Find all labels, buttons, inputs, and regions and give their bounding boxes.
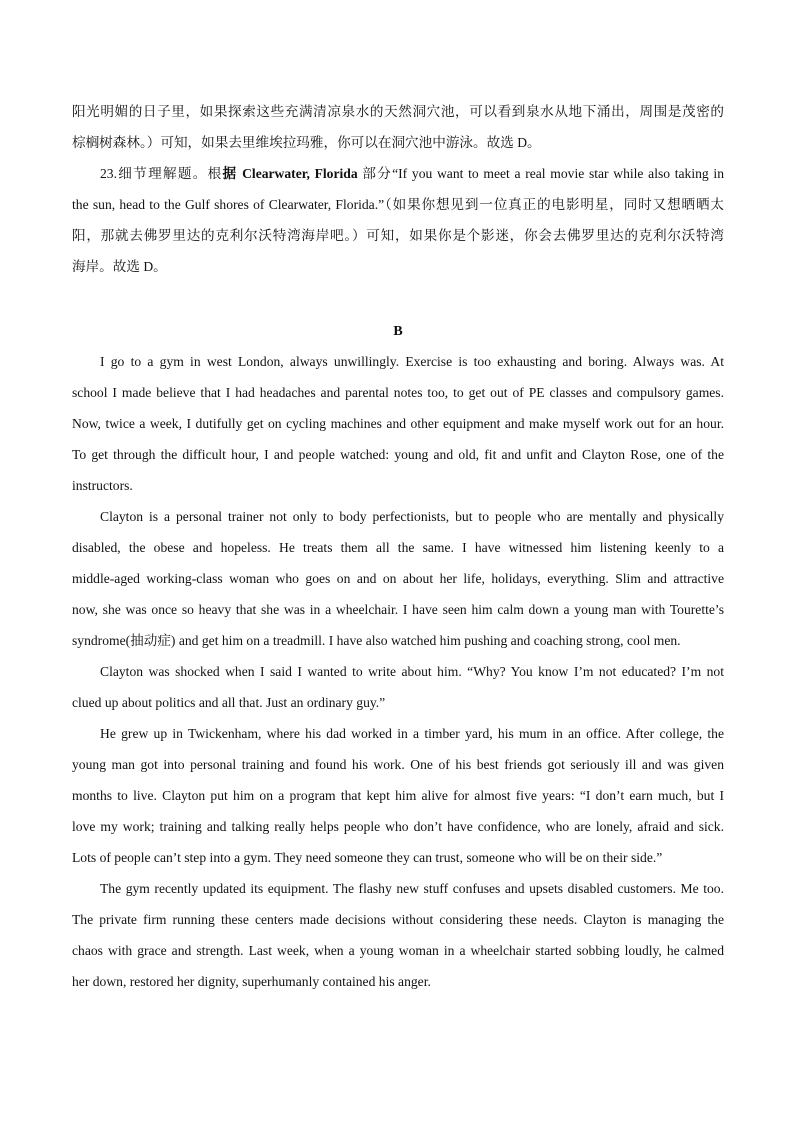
text-line: 棕榈树森林。）可知，如果去里维埃拉玛雅，你可以在洞穴池中游泳。故选 D。 — [72, 135, 541, 150]
text-line: 阳，那就去佛罗里达的克利尔沃特湾海岸吧。）可知，如果你是个影迷，你会去佛罗里达的克利尔沃特湾 — [72, 228, 724, 243]
text-line: Now, twice a week, I dutifully get on cycling machines and other equipment and make myself work out for an hour. — [72, 416, 724, 431]
text-line: love my work; training and talking really helps people who don’t have confidence, who are lonely, afraid and sick. — [72, 819, 724, 834]
text-line: Clayton is a personal trainer not only to body perfectionists, but to people who are mentally and physically — [100, 509, 724, 524]
text-line: instructors. — [72, 478, 133, 493]
question-23-explanation — [72, 158, 724, 282]
paragraph — [72, 346, 724, 501]
text-line: Clayton was shocked when I said I wanted to write about him. “Why? You know I’m not educated? I’m not — [100, 664, 724, 679]
text-line: her down, restored her dignity, superhumanly contained his anger. — [72, 974, 431, 989]
text-line: clued up about politics and all that. Just an ordinary guy.” — [72, 695, 386, 710]
text-line: To get through the difficult hour, I and people watched: young and old, fit and unfit and Clayton Rose, one of the — [72, 447, 724, 462]
text-line: I go to a gym in west London, always unwillingly. Exercise is too exhausting and boring. Always was. At — [100, 354, 724, 369]
text-line: young man got into personal training and found his work. One of his best friends got seriously ill and was given — [72, 757, 724, 772]
text-line: He grew up in Twickenham, where his dad worked in a timber yard, his mum in an office. After college, the — [100, 726, 724, 741]
text-line: middle-aged working-class woman who goes on and on about her life, holidays, everything. Slim and attractive — [72, 571, 724, 586]
text-line: The gym recently updated its equipment. The flashy new stuff confuses and upsets disabled customers. Me too. — [100, 881, 724, 896]
text-line: syndrome(抽动症) and get him on a treadmill. I have also watched him pushing and coaching strong, cool men. — [72, 633, 681, 648]
text-line: the sun, head to the Gulf shores of Clearwater, Florida.”（如果你想见到一位真正的电影明星，同时又想晒晒太 — [72, 197, 724, 212]
paragraph — [72, 718, 724, 873]
paragraph — [72, 873, 724, 997]
q23-suffix: 部分“If you want to meet a real movie star while also taking in — [357, 166, 724, 181]
text-line: now, she was once so heavy that she was in a wheelchair. I have seen him calm down a young man with Tourette’s — [72, 602, 724, 617]
previous-answer-continuation — [72, 96, 724, 158]
q23-bold-reference: 据 Clearwater, Florida — [222, 166, 358, 181]
text-line: school I made believe that I had headaches and parental notes too, to get out of PE classes and compulsory games. — [72, 385, 724, 400]
text-line: 阳光明媚的日子里，如果探索这些充满清凉泉水的天然洞穴池，可以看到泉水从地下涌出，周围是茂密的 — [72, 104, 724, 119]
text-line: months to live. Clayton put him on a program that kept him alive for almost five years: “I don’t earn much, but I — [72, 788, 724, 803]
paragraph — [72, 501, 724, 656]
text-line: Lots of people can’t step into a gym. They need someone they can trust, someone who will be on their side.” — [72, 850, 663, 865]
section-heading: B — [393, 324, 403, 339]
text-line: The private firm running these centers made decisions without considering these needs. Clayton is managing the — [72, 912, 724, 927]
reading-passage — [72, 346, 724, 997]
paragraph — [72, 656, 724, 718]
text-line: disabled, the obese and hopeless. He treats them all the same. I have witnessed him listening keenly to a — [72, 540, 724, 555]
q23-prefix: 23.细节理解题。根 — [100, 166, 223, 181]
text-line: chaos with grace and strength. Last week, when a young woman in a wheelchair started sobbing loudly, he calmed — [72, 943, 724, 958]
text-line: 海岸。故选 D。 — [72, 259, 167, 274]
text-line — [72, 158, 724, 189]
